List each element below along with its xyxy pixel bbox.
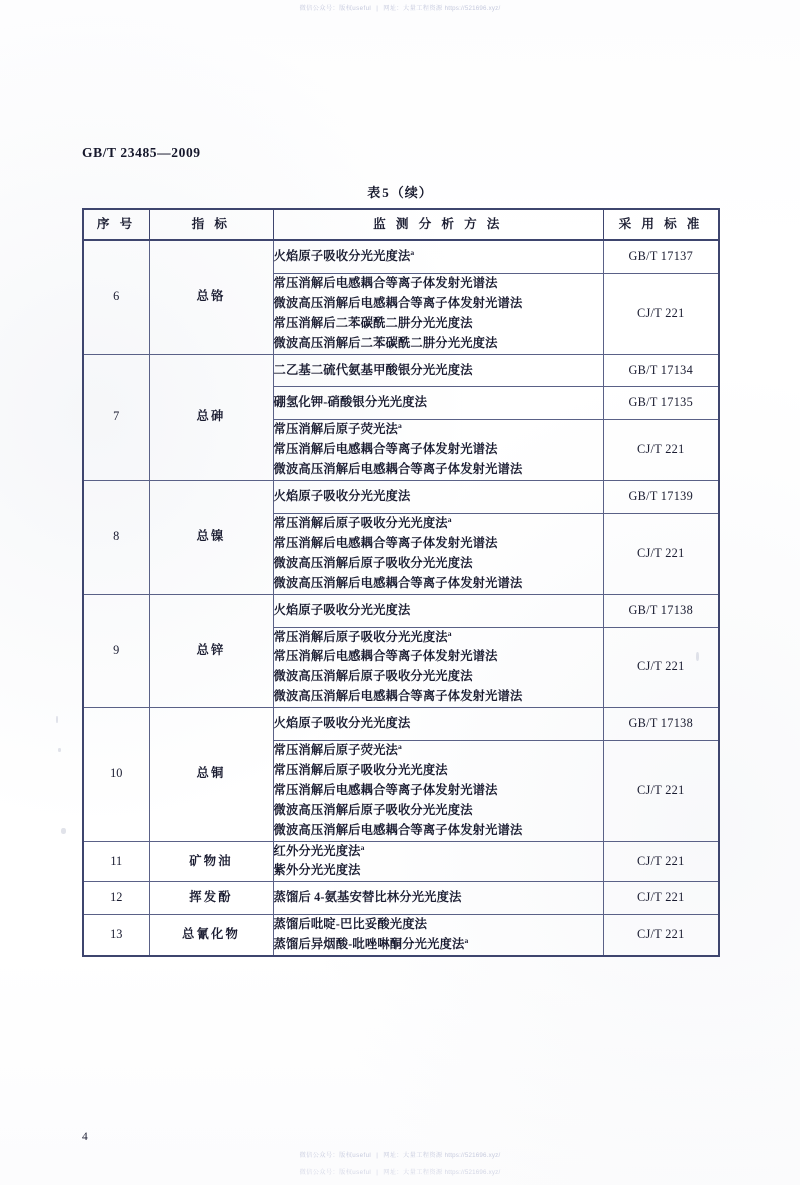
analysis-method-line: 微波高压消解后电感耦合等离子体发射光谱法 — [273, 295, 523, 310]
analysis-method-line: 二乙基二硫代氨基甲酸银分光光度法 — [273, 362, 473, 377]
table-caption-prefix: 表 — [367, 185, 382, 200]
table-caption — [0, 182, 800, 201]
analysis-method-line: 微波高压消解后电感耦合等离子体发射光谱法 — [273, 822, 523, 837]
watermark-echo-account-label: 微信公众号： — [299, 1169, 340, 1176]
analysis-method-line: 常压消解后电感耦合等离子体发射光谱法 — [273, 442, 498, 457]
table-row — [83, 240, 719, 273]
table-row — [83, 882, 719, 915]
cell-adopted-standard: GB/T 17135 — [603, 387, 719, 420]
cell-serial-number: 6 — [83, 240, 149, 354]
scan-speckle — [696, 652, 699, 661]
column-header-adopted-standard: 采 用 标 准 — [603, 209, 719, 240]
scan-speckle — [61, 828, 66, 834]
cell-serial-number: 10 — [83, 708, 149, 841]
watermark-bottom — [0, 1150, 800, 1159]
table-row — [83, 481, 719, 514]
analysis-method-line: 微波高压消解后二苯碳酰二肼分光光度法 — [273, 335, 498, 350]
analysis-method-line: 蒸馏后异烟酸-吡唑啉酮分光光度法$^a$ — [273, 936, 469, 952]
analysis-method-line: 蒸馏后 4-氨基安替比林分光光度法 — [273, 890, 462, 905]
cell-index-name: 总铬 — [149, 240, 273, 354]
table-caption-number: 5 — [382, 185, 390, 200]
cell-adopted-standard: CJ/T 221 — [603, 513, 719, 594]
cell-adopted-standard: CJ/T 221 — [603, 841, 719, 882]
footnote-marker: a — [360, 842, 365, 852]
analysis-method-line: 常压消解后二苯碳酰二肼分光光度法 — [273, 315, 473, 330]
footnote-marker: a — [464, 936, 469, 946]
cell-analysis-methods — [273, 627, 603, 708]
watermark-bottom-site-name: 大量工程资源 — [403, 1152, 443, 1159]
analysis-method-line: 常压消解后原子吸收分光光度法 — [273, 762, 448, 777]
analysis-method-line: 紫外分光光度法 — [273, 863, 361, 878]
analysis-method-line: 常压消解后原子吸收分光光度法$^a$ — [273, 628, 452, 644]
cell-serial-number: 11 — [83, 841, 149, 882]
analysis-method-line: 微波高压消解后原子吸收分光光度法 — [273, 802, 473, 817]
cell-index-name: 总锌 — [149, 594, 273, 708]
cell-analysis-methods — [273, 513, 603, 594]
watermark-site-label: 网址： — [383, 5, 403, 12]
analysis-method-line: 常压消解后原子荧光法$^a$ — [273, 741, 402, 758]
watermark-echo-separator: | — [376, 1169, 379, 1176]
analysis-method-line: 常压消解后原子吸收分光光度法$^a$ — [273, 514, 452, 530]
footnote-marker: a — [410, 247, 415, 257]
analysis-method-line: 蒸馏后吡啶-巴比妥酸光度法 — [273, 917, 428, 932]
cell-index-name: 矿物油 — [149, 841, 273, 882]
watermark-top — [0, 3, 800, 12]
analysis-method-line: 常压消解后电感耦合等离子体发射光谱法 — [273, 275, 498, 290]
footnote-marker: a — [447, 628, 452, 638]
cell-adopted-standard: GB/T 17134 — [603, 354, 719, 387]
cell-serial-number: 12 — [83, 882, 149, 915]
watermark-url: https://521696.xyz/ — [444, 5, 501, 12]
cell-adopted-standard: GB/T 17137 — [603, 240, 719, 273]
column-header-serial-number: 序 号 — [83, 209, 149, 240]
cell-adopted-standard: GB/T 17138 — [603, 708, 719, 741]
analysis-method-line: 常压消解后原子荧光法$^a$ — [273, 421, 402, 437]
watermark-echo-account-name: 版权useful — [339, 1169, 372, 1176]
cell-index-name: 总氰化物 — [149, 915, 273, 956]
watermark-bottom-separator: | — [376, 1152, 379, 1159]
cell-analysis-methods — [273, 882, 603, 915]
watermark-separator: | — [376, 5, 379, 12]
cell-analysis-methods — [273, 387, 603, 420]
cell-analysis-methods — [273, 273, 603, 354]
watermark-echo-site-name: 大量工程资源 — [403, 1169, 443, 1176]
cell-adopted-standard: GB/T 17139 — [603, 481, 719, 514]
cell-analysis-methods — [273, 354, 603, 387]
cell-adopted-standard: CJ/T 221 — [603, 420, 719, 481]
footnote-marker: a — [447, 514, 452, 524]
scan-speckle — [56, 716, 58, 723]
analysis-method-line: 微波高压消解后电感耦合等离子体发射光谱法 — [273, 462, 523, 477]
cell-analysis-methods — [273, 420, 603, 481]
cell-serial-number: 9 — [83, 594, 149, 708]
cell-analysis-methods — [273, 708, 603, 741]
cell-index-name: 总镍 — [149, 481, 273, 595]
analysis-method-line: 火焰原子吸收分光光度法 — [273, 716, 411, 731]
watermark-bottom-account-label: 微信公众号： — [299, 1152, 340, 1159]
watermark-site-name: 大量工程资源 — [403, 5, 443, 12]
cell-adopted-standard: CJ/T 221 — [603, 741, 719, 842]
cell-adopted-standard: CJ/T 221 — [603, 627, 719, 708]
cell-serial-number: 8 — [83, 481, 149, 595]
analysis-method-line: 常压消解后电感耦合等离子体发射光谱法 — [273, 782, 498, 797]
cell-analysis-methods — [273, 841, 603, 882]
watermark-bottom-account-name: 版权useful — [339, 1152, 372, 1159]
page-number: 4 — [82, 1131, 88, 1143]
standard-code: GB/T 23485—2009 — [82, 145, 201, 160]
table-row — [83, 915, 719, 956]
cell-analysis-methods — [273, 240, 603, 273]
table-header-row — [83, 209, 719, 240]
watermark-echo-url: https://521696.xyz/ — [444, 1169, 501, 1176]
analysis-method-line: 常压消解后电感耦合等离子体发射光谱法 — [273, 649, 498, 664]
table-caption-suffix: （续） — [390, 185, 433, 200]
table-row — [83, 708, 719, 741]
table-row — [83, 594, 719, 627]
table-header — [83, 209, 719, 240]
cell-serial-number: 13 — [83, 915, 149, 956]
column-header-index: 指 标 — [149, 209, 273, 240]
specification-table — [82, 208, 720, 957]
table-row — [83, 841, 719, 882]
analysis-method-line: 常压消解后电感耦合等离子体发射光谱法 — [273, 535, 498, 550]
cell-adopted-standard: GB/T 17138 — [603, 594, 719, 627]
scan-speckle — [58, 748, 61, 752]
analysis-method-line: 火焰原子吸收分光光度法$^a$ — [273, 247, 415, 263]
specification-table-wrapper — [82, 208, 718, 957]
table-row — [83, 354, 719, 387]
watermark-account-name: 版权useful — [339, 5, 372, 12]
column-header-analysis-method: 监 测 分 析 方 法 — [273, 209, 603, 240]
cell-index-name: 挥发酚 — [149, 882, 273, 915]
watermark-bottom-url: https://521696.xyz/ — [444, 1152, 501, 1159]
analysis-method-line: 微波高压消解后电感耦合等离子体发射光谱法 — [273, 689, 523, 704]
cell-analysis-methods — [273, 915, 603, 956]
analysis-method-line: 硼氢化钾-硝酸银分光光度法 — [273, 395, 428, 410]
watermark-account-label: 微信公众号： — [299, 5, 340, 12]
analysis-method-line: 微波高压消解后电感耦合等离子体发射光谱法 — [273, 575, 523, 590]
watermark-echo-site-label: 网址： — [383, 1169, 403, 1176]
watermark-bottom-echo — [0, 1167, 800, 1176]
analysis-method-line: 红外分光光度法$^a$ — [273, 842, 365, 858]
cell-serial-number: 7 — [83, 354, 149, 481]
watermark-bottom-site-label: 网址： — [383, 1152, 403, 1159]
cell-adopted-standard: CJ/T 221 — [603, 273, 719, 354]
cell-analysis-methods — [273, 741, 603, 842]
cell-index-name: 总铜 — [149, 708, 273, 841]
table-body — [83, 240, 719, 956]
cell-analysis-methods — [273, 594, 603, 627]
cell-adopted-standard: CJ/T 221 — [603, 882, 719, 915]
footnote-marker: a — [397, 741, 402, 751]
cell-analysis-methods — [273, 481, 603, 514]
analysis-method-line: 火焰原子吸收分光光度法 — [273, 489, 411, 504]
cell-index-name: 总砷 — [149, 354, 273, 481]
analysis-method-line: 微波高压消解后原子吸收分光光度法 — [273, 669, 473, 684]
analysis-method-line: 微波高压消解后原子吸收分光光度法 — [273, 555, 473, 570]
analysis-method-line: 火焰原子吸收分光光度法 — [273, 602, 411, 617]
cell-adopted-standard: CJ/T 221 — [603, 915, 719, 956]
footnote-marker: a — [397, 421, 402, 431]
